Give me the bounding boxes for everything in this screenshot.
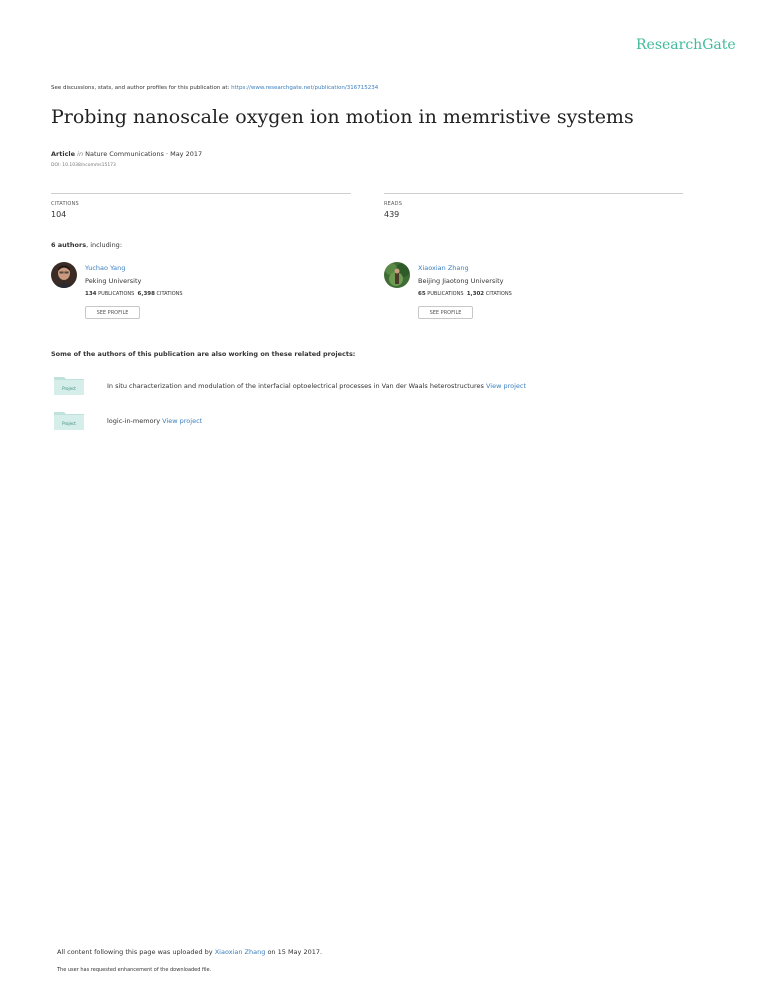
discussion-line [51,85,378,91]
author-affiliation: Beijing Jiaotong University [418,277,504,285]
authors-suffix: , including: [86,241,123,249]
publications-label: PUBLICATIONS [98,291,135,297]
publication-url-link[interactable]: https://www.researchgate.net/publication/316715234 [231,85,379,91]
paper-meta [51,150,202,158]
authors-count: 6 authors [51,241,87,249]
author-stats [418,291,512,297]
author-name-link[interactable]: Xiaoxian Zhang [418,264,469,272]
discussion-prefix: See discussions, stats, and author profiles for this publication at: [51,85,232,91]
author-stats [85,291,183,297]
author-name-link[interactable]: Yuchao Yang [85,264,126,272]
paper-title: Probing nanoscale oxygen ion motion in memristive systems [51,106,634,128]
reads-value: 439 [384,210,400,219]
avatar[interactable] [384,262,410,288]
view-project-link[interactable]: View project [485,382,527,390]
citations-divider [51,193,351,194]
citations-count: 6,398 [137,291,155,297]
nature-photo-icon [384,262,410,288]
author-affiliation: Peking University [85,277,142,285]
publications-count: 65 [418,291,426,297]
folder-label: Project [62,421,76,426]
project-item [107,417,202,425]
see-profile-button[interactable]: SEE PROFILE [418,306,473,319]
folder-label: Project [62,386,76,391]
avatar[interactable] [51,262,77,288]
citations-label: CITATIONS [51,201,79,207]
folder-icon [53,409,85,431]
researchgate-logo[interactable]: ResearchGate [636,37,736,53]
folder-icon [53,374,85,396]
in-word: in [77,150,84,158]
publications-count: 134 [85,291,97,297]
person-photo-icon [51,262,77,288]
view-project-link[interactable]: View project [162,417,203,425]
upload-note [57,948,322,956]
uploader-link[interactable]: Xiaoxian Zhang [214,948,266,956]
see-profile-button[interactable]: SEE PROFILE [85,306,140,319]
project-item [107,382,526,390]
projects-heading: Some of the authors of this publication are also working on these related projects: [51,350,356,358]
citations-label: CITATIONS [485,291,512,297]
authors-heading [51,241,122,249]
publications-label: PUBLICATIONS [427,291,464,297]
upload-prefix: All content following this page was uploaded by [57,948,215,956]
citations-value: 104 [51,210,67,219]
citations-count: 1,302 [466,291,485,297]
project-title: In situ characterization and modulation of the interfacial optoelectrical processes in Van der Waals heterostructures [107,382,486,390]
reads-divider [384,193,683,194]
article-type: Article [51,150,76,158]
enhancement-note: The user has requested enhancement of the downloaded file. [57,967,212,973]
doi: DOI: 10.1038/ncomms15173 [51,163,116,168]
project-folder[interactable] [53,409,85,431]
reads-label: READS [384,201,403,207]
project-folder[interactable] [53,374,85,396]
venue-date: Nature Communications · May 2017 [85,150,203,158]
citations-label: CITATIONS [156,291,183,297]
project-title: logic-in-memory [107,417,163,425]
upload-suffix: on 15 May 2017. [265,948,323,956]
